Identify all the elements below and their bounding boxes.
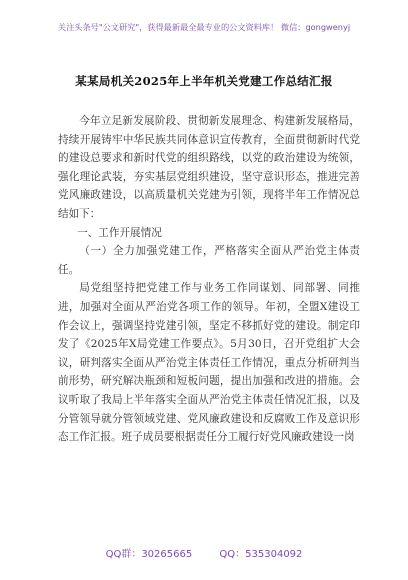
qq-number: QQ：535304092 bbox=[219, 549, 303, 560]
top-banner: 关注头条号"公文研究"，获得最新最全最专业的公文资料库！ 微信：gongwenyj bbox=[57, 22, 351, 32]
bottom-banner bbox=[0, 545, 408, 560]
page-title: 某某局机关2025年上半年机关党建工作总结汇报 bbox=[75, 74, 333, 88]
qq-group-number: QQ群：30265665 bbox=[105, 549, 193, 560]
subsection-heading: （一）全力加强党建工作，严格落实全面从严治党主体责任。 bbox=[58, 245, 360, 276]
body-paragraph: 局党组坚持把党建工作与业务工作同谋划、同部署、同推进，加强对全面从严治党各项工作的领导。年初，全盟X建设工作会议上，强调坚持党建引领，坚定不移抓好党的建设。制定印发了《2025年X局党建工作要点》。5月30日，召开党组扩大会议，研判落实全面从严治党主体责任工作情况，重点分析研判当前形势，研究解决瓶颈和短板问题，提出加强和改进的措施。会议听取了我局上半年落实全面从严治党主体责任情况汇报，以及分管领导就分管领域党建、党风廉政建设和反腐败工作及意识形态工作汇报。班子成员要根据责任分工履行好党风廉政建设一岗 bbox=[58, 282, 360, 444]
section-heading: 一、工作开展情况 bbox=[77, 226, 162, 239]
intro-paragraph: 今年立足新发展阶段、贯彻新发展理念、构建新发展格局，持续开展铸牢中华民族共同体意识宣传教育，全面贯彻新时代党的建设总要求和新时代党的组织路线，以党的政治建设为统领，强化理论武装，夯实基层党组织建设，坚守意识形态，推进完善党风廉政建设，以高质量机关党建为引领，现将半年工作情况总结如下： bbox=[58, 115, 360, 220]
document-body bbox=[58, 112, 360, 447]
